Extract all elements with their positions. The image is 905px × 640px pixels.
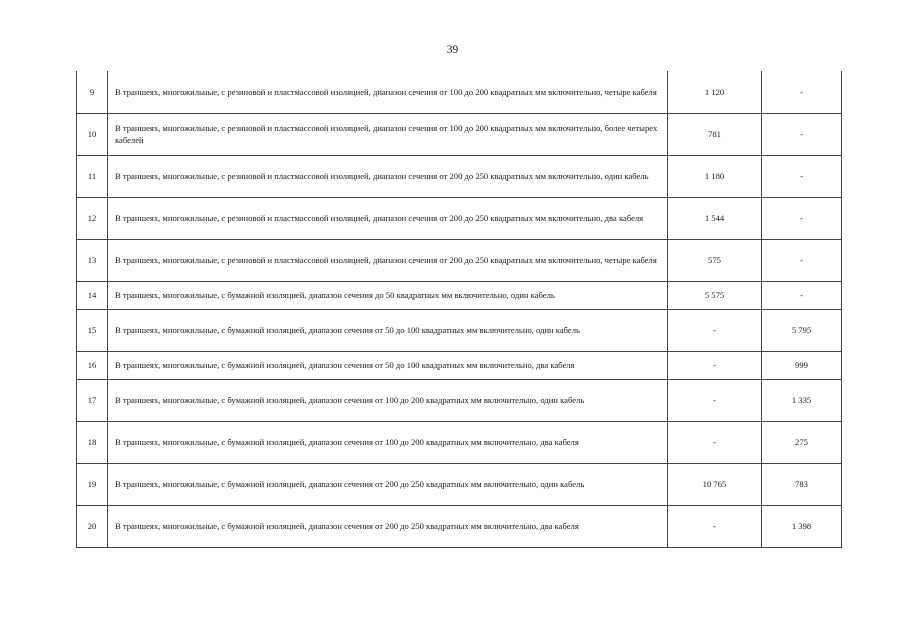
row-number: 9 <box>77 71 108 113</box>
row-number: 12 <box>77 197 108 239</box>
row-value-1: 1 180 <box>668 155 762 197</box>
table-row <box>77 71 842 113</box>
row-value-1: 781 <box>668 113 762 155</box>
row-description: В траншеях, многожильные, с бумажной изоляцией, диапазон сечения до 50 квадратных мм включительно, один кабель <box>108 281 668 309</box>
row-description: В траншеях, многожильные, с бумажной изоляцией, диапазон сечения от 100 до 200 квадратных мм включительно, один кабель <box>108 379 668 421</box>
row-value-1: - <box>668 309 762 351</box>
row-value-2: 5 795 <box>762 309 842 351</box>
row-description: В траншеях, многожильные, с бумажной изоляцией, диапазон сечения от 100 до 200 квадратных мм включительно, два кабеля <box>108 421 668 463</box>
table-row <box>77 239 842 281</box>
row-value-2: 1 398 <box>762 505 842 547</box>
table-row <box>77 155 842 197</box>
row-number: 11 <box>77 155 108 197</box>
row-description: В траншеях, многожильные, с бумажной изоляцией, диапазон сечения от 50 до 100 квадратных мм включительно, два кабеля <box>108 351 668 379</box>
row-value-1: - <box>668 379 762 421</box>
row-value-1: 1 120 <box>668 71 762 113</box>
row-value-2: - <box>762 197 842 239</box>
row-value-1: 575 <box>668 239 762 281</box>
row-value-2: 275 <box>762 421 842 463</box>
page-number: 39 <box>446 44 459 56</box>
row-value-1: 5 575 <box>668 281 762 309</box>
row-value-1: - <box>668 421 762 463</box>
row-value-1: - <box>668 505 762 547</box>
row-number: 19 <box>77 463 108 505</box>
row-description: В траншеях, многожильные, с резиновой и пластмассовой изоляцией, диапазон сечения от 200 до 250 квадратных мм включительно, один кабель <box>108 155 668 197</box>
table-row <box>77 113 842 155</box>
row-value-2: 1 335 <box>762 379 842 421</box>
row-number: 18 <box>77 421 108 463</box>
row-value-2: - <box>762 113 842 155</box>
row-number: 10 <box>77 113 108 155</box>
row-description: В траншеях, многожильные, с резиновой и пластмассовой изоляцией, диапазон сечения от 200 до 250 квадратных мм включительно, два кабеля <box>108 197 668 239</box>
row-value-2: - <box>762 239 842 281</box>
table-row <box>77 281 842 309</box>
row-value-2: 999 <box>762 351 842 379</box>
table-row <box>77 309 842 351</box>
row-value-2: - <box>762 71 842 113</box>
row-value-2: - <box>762 281 842 309</box>
table-row <box>77 351 842 379</box>
row-number: 14 <box>77 281 108 309</box>
row-value-2: 783 <box>762 463 842 505</box>
table-row <box>77 197 842 239</box>
row-number: 20 <box>77 505 108 547</box>
table-row <box>77 505 842 547</box>
row-description: В траншеях, многожильные, с резиновой и пластмассовой изоляцией, диапазон сечения от 200 до 250 квадратных мм включительно, четыре кабеля <box>108 239 668 281</box>
row-number: 16 <box>77 351 108 379</box>
row-value-1: 1 544 <box>668 197 762 239</box>
tariff-table <box>76 71 842 548</box>
row-description: В траншеях, многожильные, с резиновой и пластмассовой изоляцией, диапазон сечения от 100 до 200 квадратных мм включительно, более четырех кабелей <box>108 113 668 155</box>
table-row <box>77 463 842 505</box>
row-number: 13 <box>77 239 108 281</box>
row-value-2: - <box>762 155 842 197</box>
table-row <box>77 421 842 463</box>
row-description: В траншеях, многожильные, с резиновой и пластмассовой изоляцией, диапазон сечения от 100 до 200 квадратных мм включительно, четыре кабеля <box>108 71 668 113</box>
row-number: 15 <box>77 309 108 351</box>
table-row <box>77 379 842 421</box>
row-value-1: - <box>668 351 762 379</box>
row-description: В траншеях, многожильные, с бумажной изоляцией, диапазон сечения от 200 до 250 квадратных мм включительно, два кабеля <box>108 505 668 547</box>
row-value-1: 10 765 <box>668 463 762 505</box>
row-description: В траншеях, многожильные, с бумажной изоляцией, диапазон сечения от 50 до 100 квадратных мм включительно, один кабель <box>108 309 668 351</box>
row-number: 17 <box>77 379 108 421</box>
row-description: В траншеях, многожильные, с бумажной изоляцией, диапазон сечения от 200 до 250 квадратных мм включительно, один кабель <box>108 463 668 505</box>
